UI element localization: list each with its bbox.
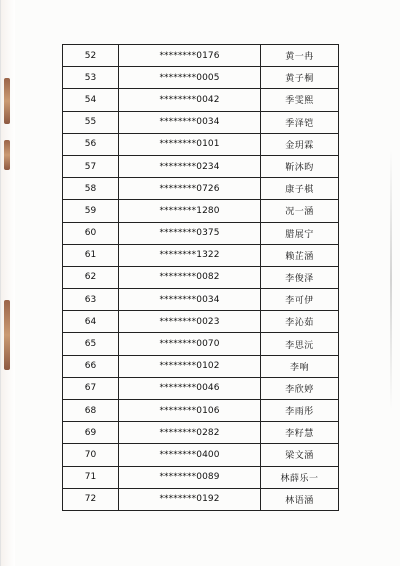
table-row (63, 266, 339, 288)
table-row (63, 45, 339, 67)
table-row (63, 377, 339, 399)
row-number: 68 (63, 400, 119, 422)
table-row (63, 333, 339, 355)
table-row (63, 222, 339, 244)
row-number: 63 (63, 289, 119, 311)
student-name: 李沁茹 (261, 311, 339, 333)
masked-id: ********0234 (119, 155, 261, 177)
student-name: 林语涵 (261, 488, 339, 510)
masked-id: ********0023 (119, 311, 261, 333)
table-row (63, 89, 339, 111)
binding-mark (4, 300, 10, 370)
row-number: 67 (63, 377, 119, 399)
masked-id: ********0034 (119, 111, 261, 133)
masked-id: ********0400 (119, 444, 261, 466)
row-number: 52 (63, 45, 119, 67)
student-name: 金玥霖 (261, 133, 339, 155)
masked-id: ********0005 (119, 67, 261, 89)
student-name: 季雯熙 (261, 89, 339, 111)
row-number: 71 (63, 466, 119, 488)
row-number: 60 (63, 222, 119, 244)
table-row (63, 466, 339, 488)
masked-id: ********0070 (119, 333, 261, 355)
table-row (63, 111, 339, 133)
masked-id: ********0034 (119, 289, 261, 311)
student-name: 李欣婷 (261, 377, 339, 399)
row-number: 55 (63, 111, 119, 133)
student-name: 腊展宁 (261, 222, 339, 244)
table-row (63, 200, 339, 222)
page-shadow-edge (390, 150, 392, 410)
row-number: 59 (63, 200, 119, 222)
table-row (63, 444, 339, 466)
student-name: 赖芷涵 (261, 244, 339, 266)
table-row (63, 400, 339, 422)
binding-mark (4, 140, 10, 170)
masked-id: ********0089 (119, 466, 261, 488)
student-name: 李思沅 (261, 333, 339, 355)
student-name: 黄一冉 (261, 45, 339, 67)
row-number: 53 (63, 67, 119, 89)
masked-id: ********0375 (119, 222, 261, 244)
row-number: 64 (63, 311, 119, 333)
masked-id: ********1322 (119, 244, 261, 266)
table-row (63, 355, 339, 377)
masked-id: ********0726 (119, 178, 261, 200)
student-name: 梁文涵 (261, 444, 339, 466)
student-name: 靳沐昀 (261, 155, 339, 177)
roster-table (62, 44, 339, 511)
student-name: 李可伊 (261, 289, 339, 311)
row-number: 54 (63, 89, 119, 111)
row-number: 70 (63, 444, 119, 466)
student-name: 李响 (261, 355, 339, 377)
masked-id: ********0192 (119, 488, 261, 510)
masked-id: ********0082 (119, 266, 261, 288)
table-row (63, 488, 339, 510)
page-binding-edge (1, 0, 15, 566)
row-number: 65 (63, 333, 119, 355)
masked-id: ********0102 (119, 355, 261, 377)
row-number: 69 (63, 422, 119, 444)
table-row (63, 422, 339, 444)
masked-id: ********0282 (119, 422, 261, 444)
masked-id: ********0176 (119, 45, 261, 67)
binding-mark (4, 78, 10, 124)
masked-id: ********1280 (119, 200, 261, 222)
row-number: 66 (63, 355, 119, 377)
student-name: 李籽慧 (261, 422, 339, 444)
student-name: 康子棋 (261, 178, 339, 200)
row-number: 61 (63, 244, 119, 266)
table-row (63, 133, 339, 155)
student-name: 林薛乐一 (261, 466, 339, 488)
student-name: 况一涵 (261, 200, 339, 222)
table-row (63, 289, 339, 311)
student-name: 季泽铠 (261, 111, 339, 133)
row-number: 58 (63, 178, 119, 200)
row-number: 57 (63, 155, 119, 177)
masked-id: ********0106 (119, 400, 261, 422)
table-row (63, 67, 339, 89)
roster-table-body (63, 45, 339, 511)
row-number: 56 (63, 133, 119, 155)
masked-id: ********0046 (119, 377, 261, 399)
row-number: 62 (63, 266, 119, 288)
table-row (63, 244, 339, 266)
student-name: 李俊泽 (261, 266, 339, 288)
student-name: 黄子桐 (261, 67, 339, 89)
row-number: 72 (63, 488, 119, 510)
student-name: 李雨彤 (261, 400, 339, 422)
table-row (63, 155, 339, 177)
masked-id: ********0042 (119, 89, 261, 111)
masked-id: ********0101 (119, 133, 261, 155)
table-row (63, 178, 339, 200)
table-row (63, 311, 339, 333)
